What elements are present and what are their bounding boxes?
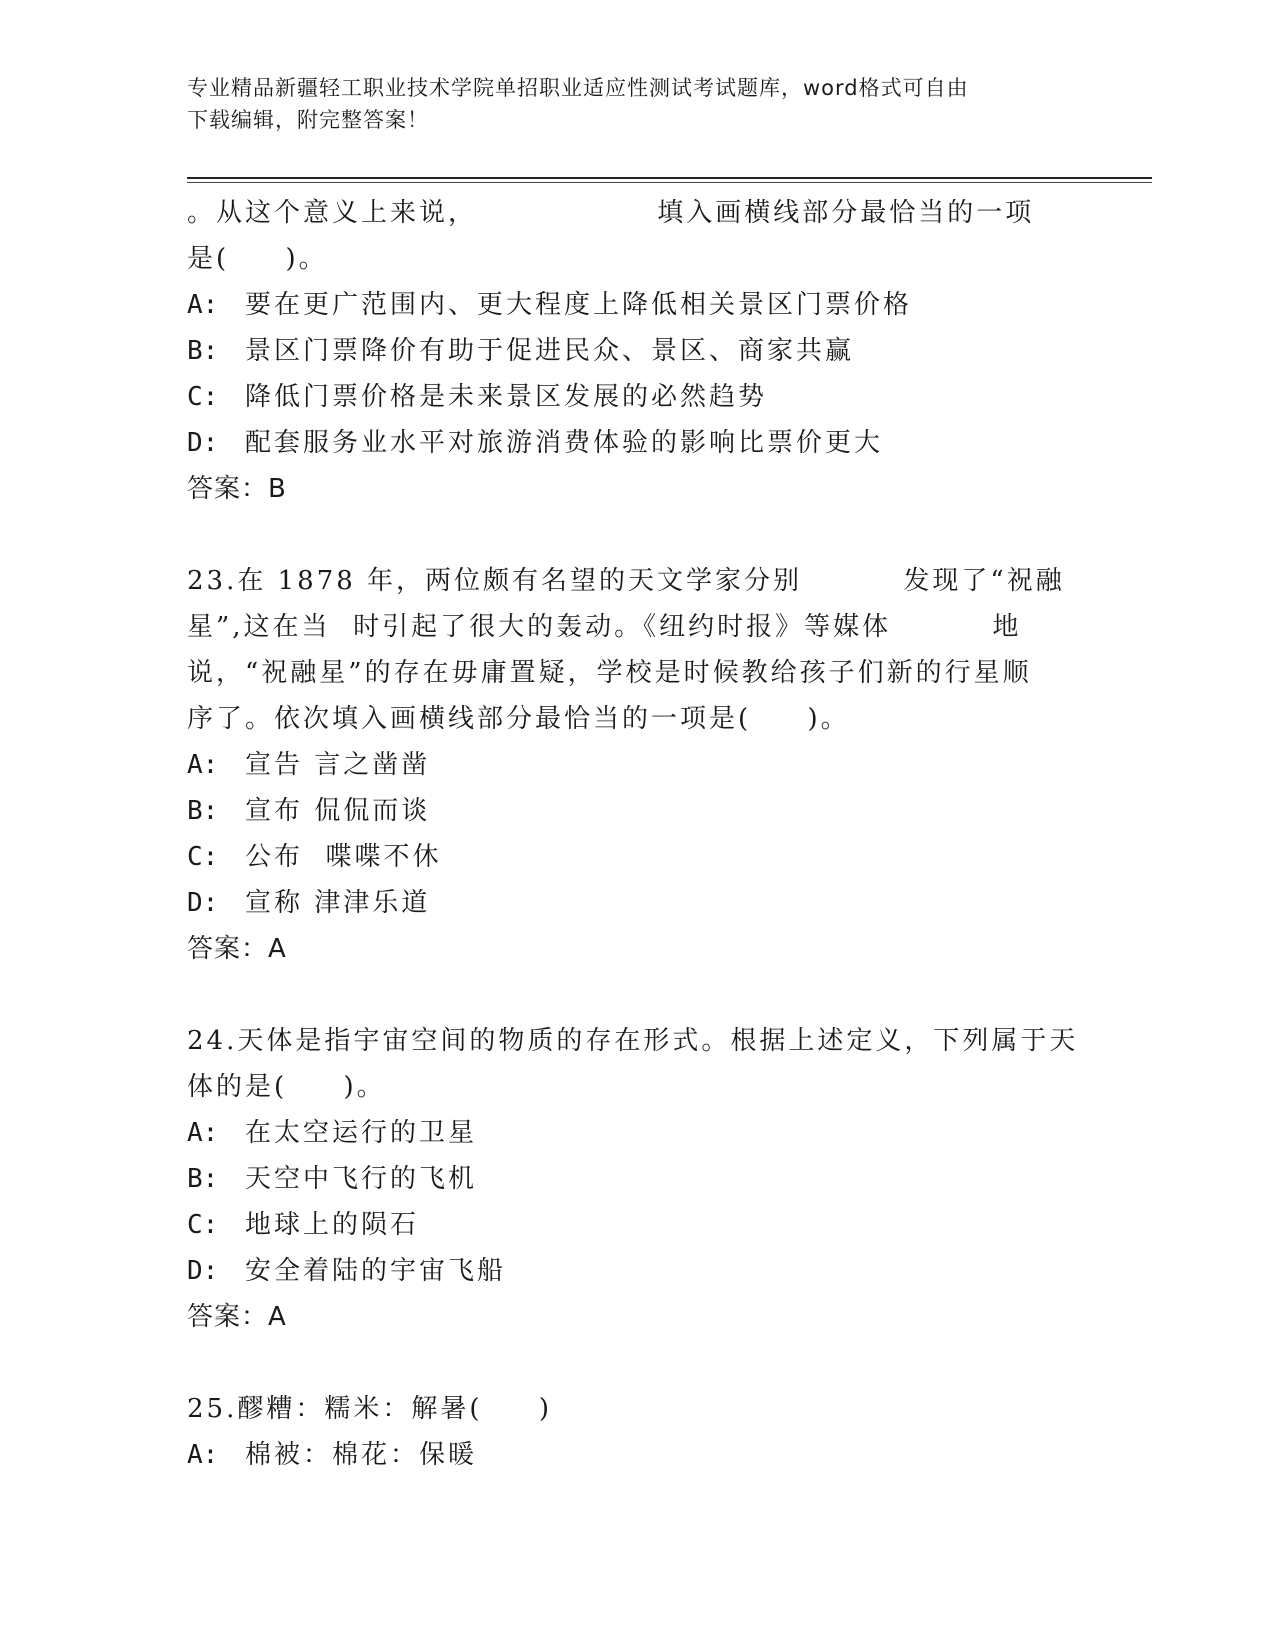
- header-rule-thick: [187, 177, 1152, 179]
- header-rule-thin: [187, 182, 1152, 183]
- option-d: D: 安全着陆的宇宙飞船: [187, 1256, 507, 1286]
- spacer: [187, 972, 1087, 1018]
- header-line-2: 下载编辑，附完整答案！: [187, 108, 429, 132]
- option-b: B: 景区门票降价有助于促进民众、景区、商家共赢: [187, 336, 855, 366]
- option-d: D: 宣称 津津乐道: [187, 888, 431, 918]
- question-text: 序了。依次填入画横线部分最恰当的一项是( )。: [187, 704, 850, 734]
- question-22: [187, 190, 1087, 512]
- option-b: B: 宣布 侃侃而谈: [187, 796, 431, 826]
- question-23: [187, 558, 1087, 972]
- question-text: 25.醪糟：糯米：解暑( ): [187, 1394, 552, 1424]
- header-line-1: 专业精品新疆轻工职业技术学院单招职业适应性测试考试题库，word格式可自由: [187, 76, 969, 100]
- question-text: 是( )。: [187, 244, 328, 274]
- question-text: 24.天体是指宇宙空间的物质的存在形式。根据上述定义，下列属于天: [187, 1026, 1079, 1056]
- answer: 答案：A: [187, 1302, 287, 1332]
- option-c: C: 降低门票价格是未来景区发展的必然趋势: [187, 382, 768, 412]
- answer: 答案：B: [187, 474, 287, 504]
- question-text: 体的是( )。: [187, 1072, 386, 1102]
- option-a: A: 要在更广范围内、更大程度上降低相关景区门票价格: [187, 290, 913, 320]
- option-c: C: 地球上的陨石: [187, 1210, 420, 1240]
- answer: 答案：A: [187, 934, 287, 964]
- question-25: [187, 1386, 1087, 1478]
- option-a: A: 棉被：棉花：保暖: [187, 1440, 478, 1470]
- question-24: [187, 1018, 1087, 1340]
- question-text: 23.在 1878 年，两位颇有名望的天文学家分别 发现了“祝融: [187, 566, 1065, 596]
- option-a: A: 宣告 言之凿凿: [187, 750, 431, 780]
- page-header: [187, 72, 1067, 136]
- document-body: [187, 190, 1087, 1478]
- question-text: 星”,这在当 时引起了很大的轰动。《纽约时报》等媒体 地: [187, 612, 1022, 642]
- option-c: C: 公布 喋喋不休: [187, 842, 442, 872]
- question-text: 说，“祝融星”的存在毋庸置疑，学校是时候教给孩子们新的行星顺: [187, 658, 1032, 688]
- option-b: B: 天空中飞行的飞机: [187, 1164, 478, 1194]
- spacer: [187, 512, 1087, 558]
- spacer: [187, 1340, 1087, 1386]
- option-d: D: 配套服务业水平对旅游消费体验的影响比票价更大: [187, 428, 884, 458]
- option-a: A: 在太空运行的卫星: [187, 1118, 478, 1148]
- question-text: 。从这个意义上来说， 填入画横线部分最恰当的一项: [187, 198, 1035, 228]
